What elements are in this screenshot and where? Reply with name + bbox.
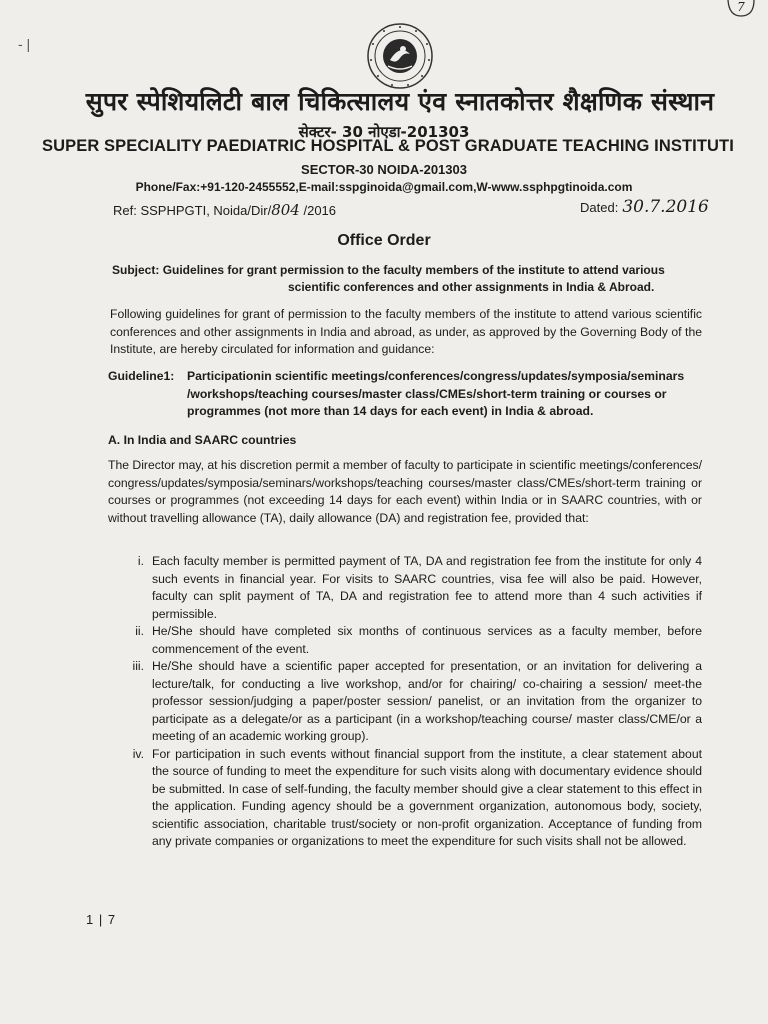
institute-seal-icon — [366, 22, 434, 90]
section-a-paragraph: The Director may, at his discretion permit a member of faculty to participate in scientific meetings/conferences/ congress/updates/symposia/seminars/workshops/teaching courses/master class/CMEs/short-term training or courses or programmes (not exceeding 14 days for each event) within India or in SAARC countries, with or without travelling allowance (TA), daily allowance (DA) and registration fee, provided that: — [108, 458, 702, 525]
list-item-text: He/She should have completed six months of continuous services as a faculty member, before commencement of the event. — [152, 624, 702, 656]
subject-label: Subject: — [112, 263, 160, 277]
corner-number-text: 7 — [737, 0, 745, 14]
guideline-1 — [108, 368, 702, 421]
circled-number-icon — [725, 0, 757, 18]
list-item — [108, 658, 702, 746]
list-item — [108, 553, 702, 623]
hindi-institute-name: सुपर स्पेशियलिटी बाल चिकित्सालय एंव स्नातकोत्तर शैक्षणिक संस्थान — [85, 87, 715, 116]
sector-line: SECTOR-30 NOIDA-201303 — [301, 162, 467, 177]
list-item — [108, 623, 702, 658]
list-item-number: iv. — [132, 746, 144, 761]
corner-page-number — [725, 0, 757, 18]
ref-number-handwritten: 804 — [271, 201, 300, 219]
list-item — [108, 746, 702, 851]
list-item-text: He/She should have a scientific paper accepted for presentation, or an invitation for delivering a lecture/talk, for conducting a live workshop, and/or for chairing/ co-chairing a session/ meet-the professor session/judging a paper/poster session/ panelist, or an invitation from the organizer to participate as a delegate/or as a participant (in a workshop/teaching course/ master class/CME/or a meeting of an academic working group). — [152, 659, 702, 743]
list-item-number: i. — [137, 554, 144, 568]
hindi-sector-line: सेक्टर- 30 नोएडा-201303 — [298, 123, 470, 141]
guideline-1-label: Guideline1: — [108, 369, 175, 383]
contact-line: Phone/Fax:+91-120-2455552,E-mail:sspginoida@gmail.com,W-www.ssphpgtinoida.com — [135, 180, 633, 194]
conditions-list — [108, 553, 702, 851]
section-a-heading: A. In India and SAARC countries — [108, 433, 297, 447]
page-indicator: 1 | 7 — [86, 912, 117, 927]
list-item-text: Each faculty member is permitted payment of TA, DA and registration fee from the institute for only 4 such events in financial year. For visits to SAARC countries, visa fee will also be paid. However, faculty can split payment of TA, DA and registration fee to attend more than 4 such activities if permissible. — [152, 554, 702, 621]
list-item-number: iii. — [132, 659, 144, 673]
guideline-1-text: Participationin scientific meetings/conferences/congress/updates/symposia/seminars /workshops/teaching courses/master class/CMEs/short-term training or courses or programmes (not more than 14 days for each event) in India & abroad. — [187, 369, 685, 418]
ref-prefix: Ref: SSPHPGTI, Noida/Dir/ — [113, 203, 272, 218]
list-item-number: ii. — [135, 624, 144, 638]
dated-label: Dated: — [580, 200, 619, 215]
scan-mark: - | — [18, 36, 31, 52]
date-handwritten: 30.7.2016 — [622, 197, 709, 217]
intro-paragraph: Following guidelines for grant of permission to the faculty members of the institute to attend various scientific conferences and other assignments in India and abroad, as under, as approved by the Governing Body of the Institute, are hereby circulated for information and guidance: — [110, 307, 702, 356]
list-item-text: For participation in such events without financial support from the institute, a clear statement about the source of funding to meet the expenditure for such visits along with documentary evidence should be submitted. In case of self-funding, the faculty member should give a clear statement to this effect in the application. Funding agency should be a government organization, autonomous body, society, scientific association, charitable trust/society or non-profit organization. Acceptance of funding from any private companies or organizations to meet the expenditure for such visits shall not be allowed. — [152, 746, 702, 848]
ref-suffix: /2016 — [299, 203, 337, 218]
subject-block — [112, 262, 704, 296]
dated-line — [580, 197, 709, 217]
reference-line — [113, 201, 336, 219]
document-title: Office Order — [337, 232, 431, 249]
institute-logo — [366, 22, 434, 90]
subject-text: Guidelines for grant permission to the faculty members of the institute to attend various scientific conferences and other assignments in India & Abroad. — [162, 263, 665, 294]
english-institute-name: SUPER SPECIALITY PAEDIATRIC HOSPITAL & POST GRADUATE TEACHING INSTITUTI — [42, 137, 734, 155]
